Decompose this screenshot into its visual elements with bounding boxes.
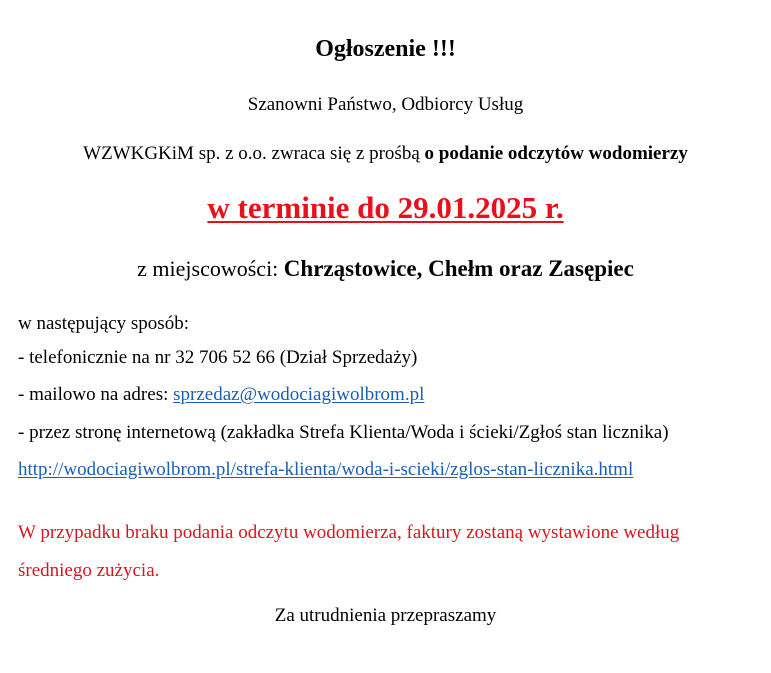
method-phone: - telefonicznie na nr 32 706 52 66 (Dział Sprzedaży): [18, 347, 418, 368]
web-url-link[interactable]: http://wodociagiwolbrom.pl/strefa-klienta/woda-i-scieki/zglos-stan-licznika.html: [18, 459, 634, 480]
warning-line-1: W przypadku braku podania odczytu wodomierza, faktury zostaną wystawione według: [18, 522, 680, 543]
locations-prefix: z miejscowości:: [137, 256, 284, 281]
method-web-url-line: [18, 459, 633, 481]
locations-places: Chrząstowice, Chełm oraz Zasępiec: [283, 256, 634, 281]
greeting-text: Szanowni Państwo, Odbiorcy Usług: [247, 94, 524, 115]
method-email: [18, 384, 424, 406]
request-text: [0, 143, 771, 165]
request-bold: o podanie odczytów wodomierzy: [424, 143, 688, 164]
methods-intro: w następujący sposób:: [18, 313, 189, 334]
request-prefix: WZWKGKiM sp. z o.o. zwraca się z prośbą: [83, 143, 425, 164]
deadline-text: w terminie do 29.01.2025 r.: [207, 190, 564, 225]
method-web: - przez stronę internetową (zakładka Strefa Klienta/Woda i ścieki/Zgłoś stan licznika): [18, 422, 669, 443]
warning-line-2: średniego zużycia.: [18, 560, 160, 581]
announcement-title: Ogłoszenie !!!: [315, 36, 456, 62]
email-link[interactable]: sprzedaz@wodociagiwolbrom.pl: [173, 384, 425, 405]
closing-text: Za utrudnienia przepraszamy: [274, 605, 497, 626]
locations-text: [0, 256, 771, 282]
method-email-prefix: - mailowo na adres:: [18, 384, 174, 405]
